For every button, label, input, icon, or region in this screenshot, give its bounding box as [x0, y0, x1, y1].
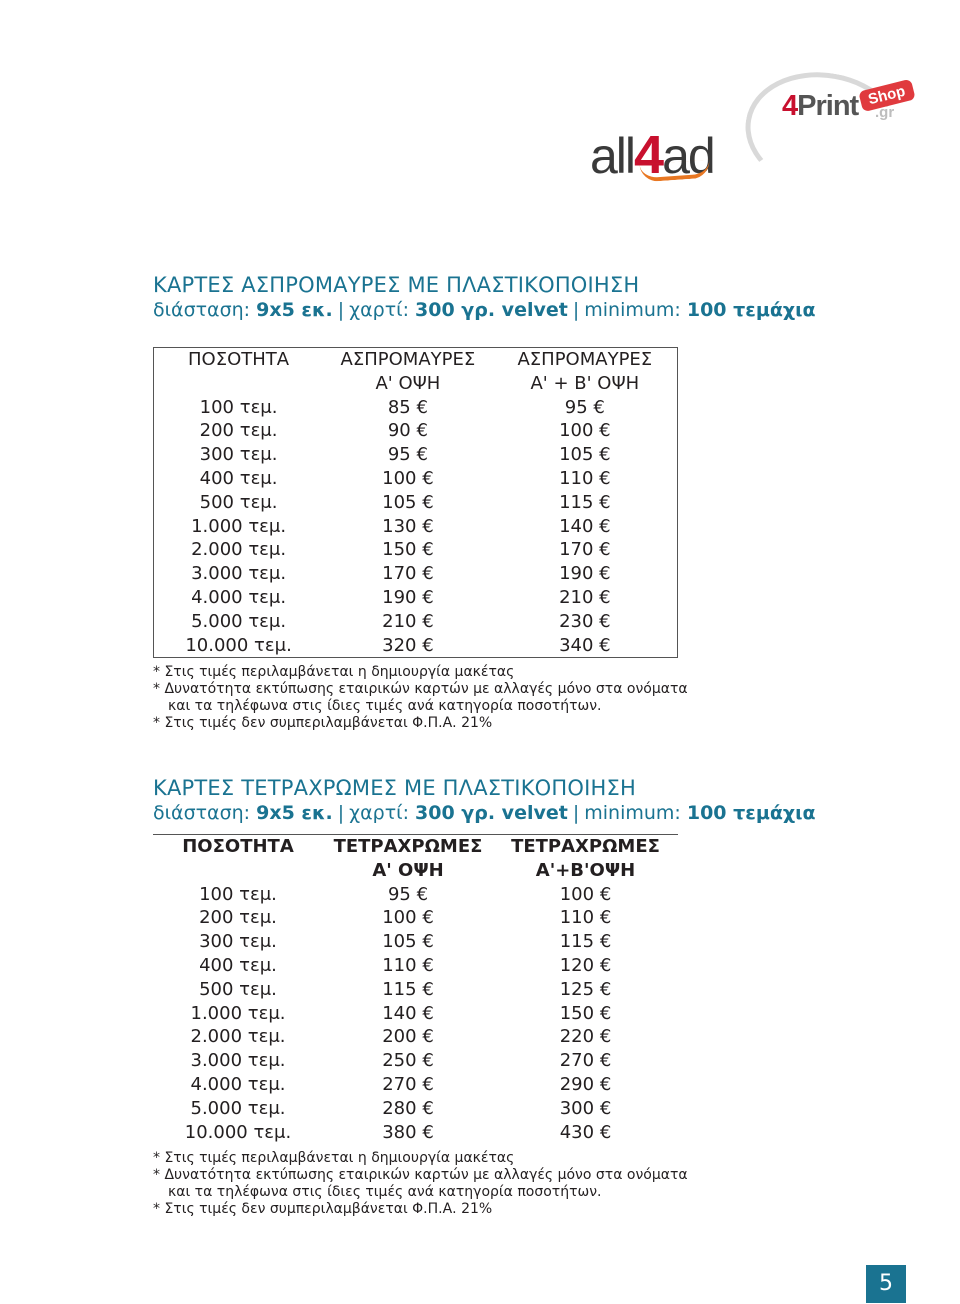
header-qty-blank	[154, 372, 324, 396]
note-line: * Δυνατότητα εκτύπωσης εταιρικών καρτών με αλλαγές μόνο στα ονόματα	[153, 681, 688, 698]
cell-price-single: 90 €	[387, 420, 428, 442]
cell-price-single: 200 €	[382, 1026, 434, 1048]
section-title: ΚΑΡΤΕΣ ΑΣΠΡΟΜΑΥΡΕΣ ΜΕ ΠΛΑΣΤΙΚΟΠΟΙΗΣΗ	[153, 273, 640, 297]
note-line: * Στις τιμές περιλαμβάνεται η δημιουργία μακέτας	[153, 664, 515, 681]
cell-price-double: 170 €	[559, 539, 611, 561]
cell-price-double: 140 €	[559, 515, 611, 537]
section-color-cards	[153, 775, 853, 1218]
shop-badge: Shop	[858, 79, 915, 112]
table-row	[154, 443, 678, 467]
table-row	[153, 1002, 678, 1026]
spec-line: διάσταση: 9x5 εκ. | χαρτί: 300 γρ. velvet | minimum: 100 τεμάχια	[153, 802, 816, 824]
cell-price-single: 190 €	[382, 586, 434, 608]
cell-price-single: 100 €	[382, 907, 434, 929]
header-col1-side: Α' ΟΨΗ	[372, 859, 444, 881]
cell-price-double: 190 €	[559, 563, 611, 585]
notes	[153, 1150, 853, 1218]
cell-quantity: 300 τεμ.	[199, 931, 277, 953]
cell-quantity: 500 τεμ.	[199, 978, 277, 1000]
cell-quantity: 3.000 τεμ.	[190, 1050, 286, 1072]
cell-price-single: 210 €	[382, 610, 434, 632]
4printshop-logo: 4Print	[782, 90, 859, 122]
cell-price-double: 115 €	[559, 931, 612, 953]
cell-price-single: 170 €	[382, 563, 434, 585]
cell-price-single: 320 €	[382, 634, 434, 656]
header-col2: ΤΕΤΡΑΧΡΩΜΕΣ	[511, 836, 660, 857]
cell-price-double: 105 €	[559, 444, 611, 466]
cell-price-single: 280 €	[382, 1097, 434, 1119]
price-table	[153, 834, 678, 1144]
cell-price-single: 110 €	[382, 954, 434, 976]
cell-price-double: 95 €	[564, 396, 605, 418]
cell-quantity: 500 τεμ.	[199, 491, 278, 513]
cell-quantity: 1.000 τεμ.	[190, 1002, 286, 1024]
cell-quantity: 400 τεμ.	[199, 954, 277, 976]
price-table	[153, 347, 678, 658]
cell-quantity: 10.000 τεμ.	[185, 634, 292, 656]
note-line: * Στις τιμές δεν συμπεριλαμβάνεται Φ.Π.Α. 21%	[153, 1201, 493, 1218]
cell-price-double: 100 €	[559, 420, 611, 442]
cell-price-double: 125 €	[559, 978, 612, 1000]
header-qty: ΠΟΣΟΤΗΤΑ	[188, 349, 290, 370]
cell-quantity: 5.000 τεμ.	[191, 610, 287, 632]
table-row	[153, 930, 678, 954]
table-row	[154, 515, 678, 539]
cell-price-double: 430 €	[559, 1121, 612, 1143]
header-col1: ΑΣΠΡΟΜΑΥΡΕΣ	[340, 349, 476, 370]
cell-quantity: 1.000 τεμ.	[191, 515, 287, 537]
cell-price-single: 95 €	[387, 883, 429, 905]
cell-price-double: 110 €	[559, 467, 611, 489]
cell-price-double: 150 €	[559, 1002, 612, 1024]
header-qty: ΠΟΣΟΤΗΤΑ	[182, 836, 294, 857]
note-line: * Στις τιμές δεν συμπεριλαμβάνεται Φ.Π.Α. 21%	[153, 715, 493, 732]
cell-quantity: 200 τεμ.	[199, 907, 277, 929]
cell-quantity: 2.000 τεμ.	[190, 1026, 286, 1048]
cell-price-single: 150 €	[382, 539, 434, 561]
cell-quantity: 400 τεμ.	[199, 467, 278, 489]
cell-price-double: 340 €	[559, 634, 611, 656]
table-row	[154, 562, 678, 586]
cell-price-single: 130 €	[382, 515, 434, 537]
logo-arc-decoration	[736, 60, 914, 206]
table-row	[153, 1073, 678, 1097]
spec-line: διάσταση: 9x5 εκ. | χαρτί: 300 γρ. velvet | minimum: 100 τεμάχια	[153, 299, 816, 321]
cell-price-single: 85 €	[387, 396, 428, 418]
cell-price-single: 100 €	[382, 467, 434, 489]
table-row	[154, 586, 678, 610]
cell-price-double: 270 €	[559, 1050, 612, 1072]
table-row	[154, 396, 678, 420]
table-row	[153, 1025, 678, 1049]
cell-quantity: 4.000 τεμ.	[190, 1073, 286, 1095]
table-row	[154, 467, 678, 491]
cell-price-double: 300 €	[559, 1097, 612, 1119]
cell-quantity: 5.000 τεμ.	[190, 1097, 286, 1119]
header-col2-side: Α'+Β'ΟΨΗ	[535, 859, 636, 881]
table-row	[154, 419, 678, 443]
cell-quantity: 100 τεμ.	[199, 883, 277, 905]
cell-quantity: 100 τεμ.	[199, 396, 278, 418]
table-row	[154, 538, 678, 562]
table-row	[153, 978, 678, 1002]
all4ad-logo: all4ad	[590, 125, 714, 185]
cell-price-double: 100 €	[559, 883, 612, 905]
page-number: 5	[866, 1265, 906, 1303]
cell-price-single: 115 €	[382, 978, 434, 1000]
cell-price-single: 250 €	[382, 1050, 434, 1072]
header-col2: ΑΣΠΡΟΜΑΥΡΕΣ	[517, 349, 653, 370]
table-row	[154, 610, 678, 634]
cell-price-single: 105 €	[382, 931, 434, 953]
table-row	[153, 1121, 678, 1145]
cell-price-double: 110 €	[559, 907, 612, 929]
cell-quantity: 3.000 τεμ.	[191, 563, 287, 585]
table-row	[153, 954, 678, 978]
section-title: ΚΑΡΤΕΣ ΤΕΤΡΑΧΡΩΜΕΣ ΜΕ ΠΛΑΣΤΙΚΟΠΟΙΗΣΗ	[153, 776, 636, 800]
cell-price-double: 210 €	[559, 586, 611, 608]
header-col1: ΤΕΤΡΑΧΡΩΜΕΣ	[333, 836, 483, 857]
cell-quantity: 2.000 τεμ.	[191, 539, 287, 561]
table-row	[153, 906, 678, 930]
note-line: * Στις τιμές περιλαμβάνεται η δημιουργία μακέτας	[153, 1150, 515, 1167]
cell-price-single: 95 €	[387, 444, 428, 466]
cell-price-single: 380 €	[382, 1121, 434, 1143]
table-row	[153, 883, 678, 907]
cell-quantity: 300 τεμ.	[199, 444, 278, 466]
table-row	[153, 1097, 678, 1121]
table-row	[154, 491, 678, 515]
section-bw-cards	[153, 272, 853, 732]
note-line: και τα τηλέφωνα στις ίδιες τιμές ανά κατηγορία ποσοτήτων.	[168, 698, 602, 715]
gr-domain-label: .gr	[875, 104, 895, 121]
cell-price-single: 105 €	[382, 491, 434, 513]
cell-price-double: 220 €	[559, 1026, 612, 1048]
header-col1-side: Α' ΟΨΗ	[375, 372, 441, 394]
cell-price-single: 140 €	[382, 1002, 434, 1024]
cell-price-double: 230 €	[559, 610, 611, 632]
cell-quantity: 4.000 τεμ.	[191, 586, 287, 608]
table-row	[153, 1049, 678, 1073]
cell-price-double: 290 €	[559, 1073, 612, 1095]
cell-quantity: 200 τεμ.	[199, 420, 278, 442]
note-line: και τα τηλέφωνα στις ίδιες τιμές ανά κατηγορία ποσοτήτων.	[168, 1184, 602, 1201]
table-row	[154, 634, 678, 658]
cell-price-double: 115 €	[559, 491, 611, 513]
header-col2-side: Α' + Β' ΟΨΗ	[530, 372, 640, 394]
note-line: * Δυνατότητα εκτύπωσης εταιρικών καρτών με αλλαγές μόνο στα ονόματα	[153, 1167, 688, 1184]
cell-price-single: 270 €	[382, 1073, 434, 1095]
cell-price-double: 120 €	[559, 954, 612, 976]
notes	[153, 664, 853, 732]
cell-quantity: 10.000 τεμ.	[184, 1121, 292, 1143]
header-qty-blank	[153, 859, 323, 883]
